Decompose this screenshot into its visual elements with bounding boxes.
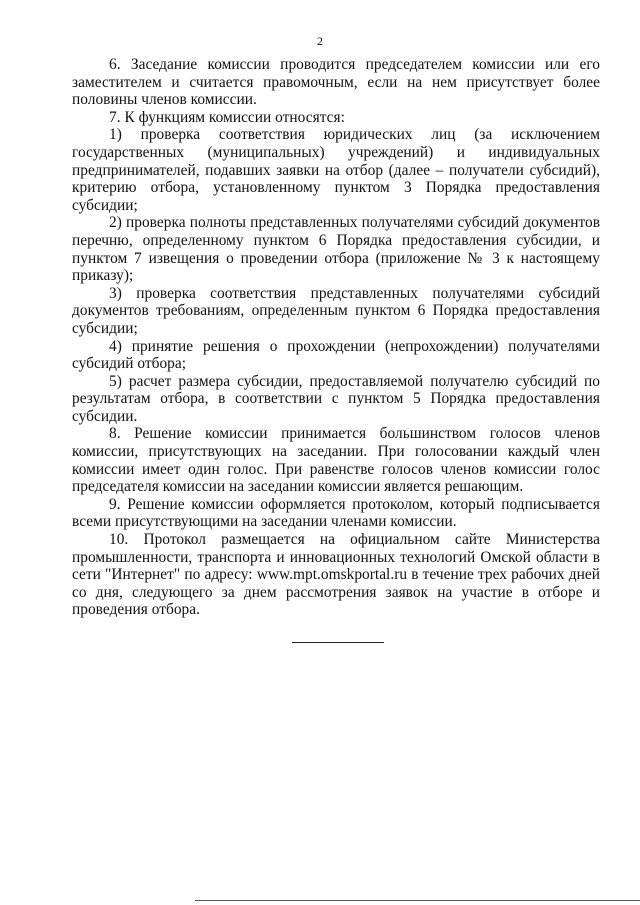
- paragraph-subitem-1: 1) проверка соответствия юридических лиц (за исключением государственных (муниципальных) учреждений) и индивидуальных предпринимателей, подавших заявки на отбор (далее – получатели субсидий), критерию отбора, установленному пунктом 3 Порядка предоставления субсидии;: [72, 126, 600, 214]
- paragraph-subitem-3: 3) проверка соответствия представленных получателями субсидий документов требованиям, определенным пунктом 6 Порядка предоставления субсидии;: [72, 284, 600, 337]
- page-number: 2: [317, 34, 323, 48]
- end-of-document-divider: [292, 642, 384, 643]
- paragraph-subitem-4: 4) принятие решения о прохождении (непрохождении) получателями субсидий отбора;: [72, 337, 600, 373]
- document-body: [72, 56, 600, 619]
- bottom-edge-line: [195, 900, 640, 901]
- paragraph-item-6: 6. Заседание комиссии проводится председателем комиссии или его заместителем и считается правомочным, если на нем присутствует более половины членов комиссии.: [72, 56, 600, 109]
- paragraph-item-9: 9. Решение комиссии оформляется протоколом, который подписывается всеми присутствующими на заседании членами комиссии.: [72, 495, 600, 531]
- paragraph-subitem-5: 5) расчет размера субсидии, предоставляемой получателю субсидий по результатам отбора, в соответствии с пунктом 5 Порядка предоставления субсидии.: [72, 372, 600, 425]
- paragraph-item-10: 10. Протокол размещается на официальном сайте Министерства промышленности, транспорта и инновационных технологий Омской области в сети "Интернет" по адресу: www.mpt.omskportal.ru в течение трех рабочих дней со дня, следующего за днем рассмотрения заявок на участие в отборе и проведения отбора.: [72, 531, 600, 619]
- paragraph-subitem-2: 2) проверка полноты представленных получателями субсидий документов перечню, определенному пунктом 6 Порядка предоставления субсидии, и пунктом 7 извещения о проведении отбора (приложение № 3 к настоящему приказу);: [72, 214, 600, 285]
- paragraph-item-7: 7. К функциям комиссии относятся:: [109, 108, 345, 126]
- paragraph-item-8: 8. Решение комиссии принимается большинством голосов членов комиссии, присутствующих на заседании. При голосовании каждый член комиссии имеет один голос. При равенстве голосов членов комиссии голос председателя комиссии на заседании комиссии является решающим.: [72, 425, 600, 496]
